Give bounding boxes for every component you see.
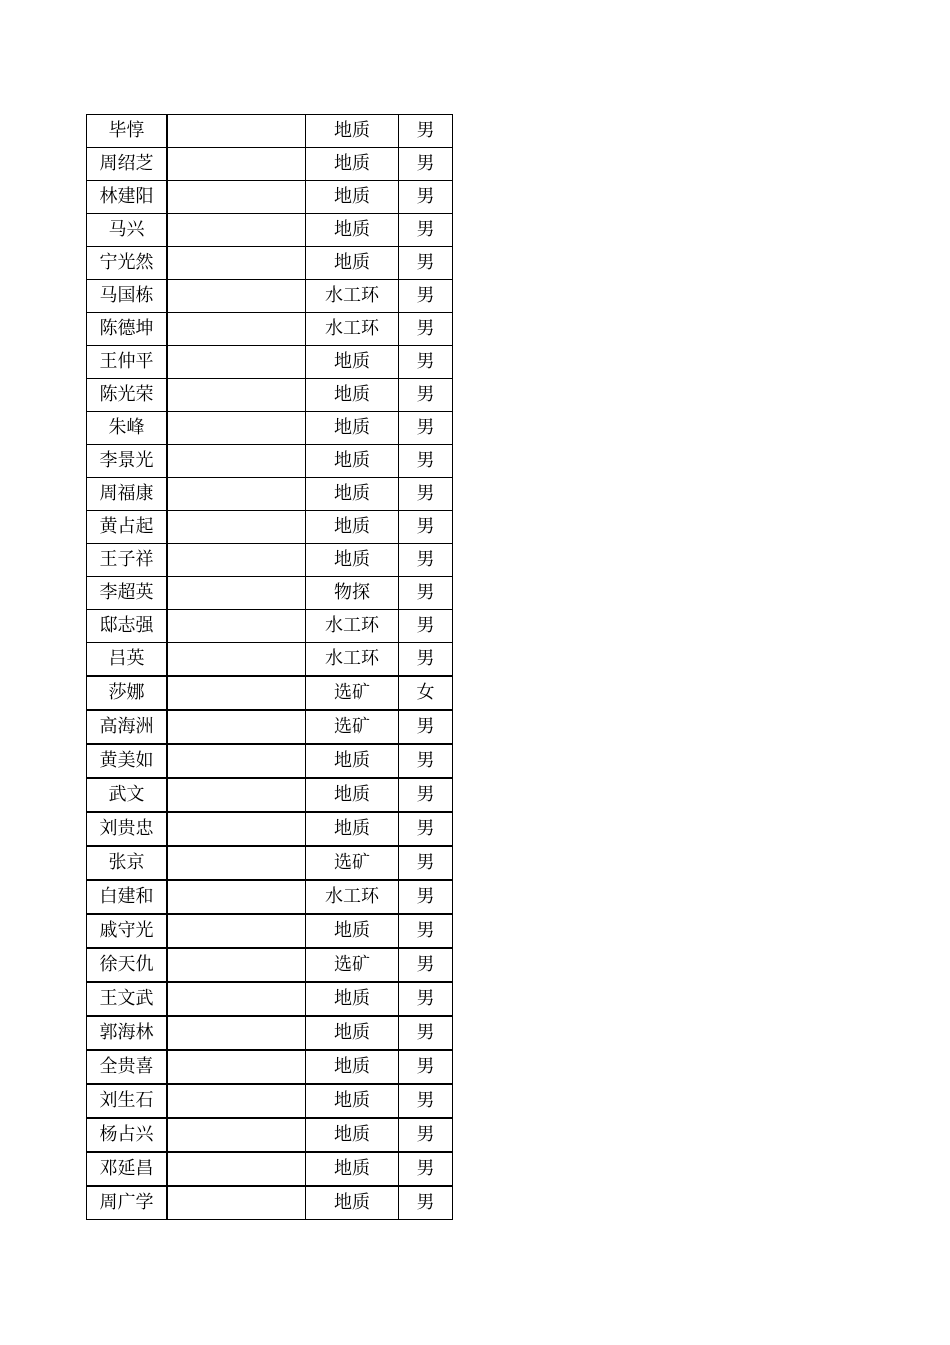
name-cell: 周广学 — [87, 1186, 168, 1220]
gender-cell: 男 — [399, 280, 453, 313]
major-cell: 地质 — [306, 346, 399, 379]
gender-cell: 男 — [399, 544, 453, 577]
gender-cell: 男 — [399, 610, 453, 643]
table-row — [87, 247, 453, 280]
blank-cell — [167, 778, 306, 812]
major-cell: 水工环 — [306, 880, 399, 914]
gender-cell: 男 — [399, 846, 453, 880]
table-row — [87, 982, 453, 1016]
table-row — [87, 577, 453, 610]
gender-cell: 男 — [399, 346, 453, 379]
table-row — [87, 643, 453, 677]
name-cell: 李超英 — [87, 577, 168, 610]
blank-cell — [167, 643, 306, 677]
name-cell: 黄占起 — [87, 511, 168, 544]
major-cell: 地质 — [306, 181, 399, 214]
blank-cell — [167, 247, 306, 280]
major-cell: 水工环 — [306, 643, 399, 677]
blank-cell — [167, 313, 306, 346]
name-cell: 全贵喜 — [87, 1050, 168, 1084]
major-cell: 选矿 — [306, 710, 399, 744]
name-cell: 邸志强 — [87, 610, 168, 643]
blank-cell — [167, 214, 306, 247]
blank-cell — [167, 445, 306, 478]
major-cell: 地质 — [306, 412, 399, 445]
table-row — [87, 445, 453, 478]
gender-cell: 男 — [399, 1084, 453, 1118]
roster-table — [86, 114, 453, 1220]
table-row — [87, 478, 453, 511]
roster-table-body — [87, 115, 453, 1220]
table-row — [87, 914, 453, 948]
table-row — [87, 181, 453, 214]
name-cell: 王仲平 — [87, 346, 168, 379]
table-row — [87, 676, 453, 710]
gender-cell: 男 — [399, 181, 453, 214]
name-cell: 黄美如 — [87, 744, 168, 778]
gender-cell: 男 — [399, 948, 453, 982]
major-cell: 地质 — [306, 148, 399, 181]
table-row — [87, 610, 453, 643]
major-cell: 地质 — [306, 544, 399, 577]
name-cell: 王文武 — [87, 982, 168, 1016]
name-cell: 宁光然 — [87, 247, 168, 280]
major-cell: 地质 — [306, 445, 399, 478]
major-cell: 地质 — [306, 812, 399, 846]
gender-cell: 男 — [399, 1186, 453, 1220]
major-cell: 地质 — [306, 1016, 399, 1050]
gender-cell: 男 — [399, 577, 453, 610]
gender-cell: 男 — [399, 1118, 453, 1152]
gender-cell: 男 — [399, 778, 453, 812]
table-row — [87, 1050, 453, 1084]
name-cell: 杨占兴 — [87, 1118, 168, 1152]
major-cell: 地质 — [306, 744, 399, 778]
gender-cell: 男 — [399, 115, 453, 148]
major-cell: 地质 — [306, 478, 399, 511]
major-cell: 水工环 — [306, 280, 399, 313]
major-cell: 选矿 — [306, 676, 399, 710]
gender-cell: 男 — [399, 643, 453, 677]
table-row — [87, 412, 453, 445]
major-cell: 地质 — [306, 247, 399, 280]
blank-cell — [167, 115, 306, 148]
major-cell: 地质 — [306, 379, 399, 412]
name-cell: 陈光荣 — [87, 379, 168, 412]
name-cell: 朱峰 — [87, 412, 168, 445]
name-cell: 戚守光 — [87, 914, 168, 948]
gender-cell: 男 — [399, 412, 453, 445]
blank-cell — [167, 478, 306, 511]
major-cell: 地质 — [306, 1050, 399, 1084]
table-row — [87, 812, 453, 846]
blank-cell — [167, 914, 306, 948]
table-row — [87, 214, 453, 247]
name-cell: 王子祥 — [87, 544, 168, 577]
table-row — [87, 511, 453, 544]
gender-cell: 男 — [399, 1050, 453, 1084]
gender-cell: 男 — [399, 148, 453, 181]
name-cell: 马国栋 — [87, 280, 168, 313]
major-cell: 地质 — [306, 982, 399, 1016]
name-cell: 白建和 — [87, 880, 168, 914]
table-row — [87, 1016, 453, 1050]
blank-cell — [167, 1016, 306, 1050]
name-cell: 刘贵忠 — [87, 812, 168, 846]
gender-cell: 男 — [399, 247, 453, 280]
table-row — [87, 280, 453, 313]
gender-cell: 男 — [399, 1016, 453, 1050]
table-row — [87, 1118, 453, 1152]
table-row — [87, 115, 453, 148]
name-cell: 张京 — [87, 846, 168, 880]
major-cell: 地质 — [306, 914, 399, 948]
name-cell: 郭海林 — [87, 1016, 168, 1050]
gender-cell: 男 — [399, 880, 453, 914]
table-row — [87, 710, 453, 744]
table-row — [87, 346, 453, 379]
major-cell: 选矿 — [306, 948, 399, 982]
table-row — [87, 1084, 453, 1118]
table-row — [87, 379, 453, 412]
table-row — [87, 744, 453, 778]
gender-cell: 男 — [399, 445, 453, 478]
name-cell: 刘生石 — [87, 1084, 168, 1118]
name-cell: 周绍芝 — [87, 148, 168, 181]
gender-cell: 男 — [399, 478, 453, 511]
blank-cell — [167, 280, 306, 313]
name-cell: 吕英 — [87, 643, 168, 677]
table-row — [87, 880, 453, 914]
blank-cell — [167, 511, 306, 544]
gender-cell: 男 — [399, 313, 453, 346]
name-cell: 邓延昌 — [87, 1152, 168, 1186]
gender-cell: 男 — [399, 214, 453, 247]
major-cell: 地质 — [306, 214, 399, 247]
table-row — [87, 544, 453, 577]
name-cell: 李景光 — [87, 445, 168, 478]
gender-cell: 男 — [399, 1152, 453, 1186]
name-cell: 林建阳 — [87, 181, 168, 214]
blank-cell — [167, 676, 306, 710]
blank-cell — [167, 812, 306, 846]
name-cell: 毕惇 — [87, 115, 168, 148]
blank-cell — [167, 379, 306, 412]
name-cell: 周福康 — [87, 478, 168, 511]
gender-cell: 女 — [399, 676, 453, 710]
gender-cell: 男 — [399, 710, 453, 744]
blank-cell — [167, 948, 306, 982]
gender-cell: 男 — [399, 982, 453, 1016]
gender-cell: 男 — [399, 914, 453, 948]
table-row — [87, 948, 453, 982]
blank-cell — [167, 1186, 306, 1220]
name-cell: 马兴 — [87, 214, 168, 247]
gender-cell: 男 — [399, 511, 453, 544]
major-cell: 地质 — [306, 115, 399, 148]
blank-cell — [167, 577, 306, 610]
blank-cell — [167, 412, 306, 445]
major-cell: 水工环 — [306, 313, 399, 346]
gender-cell: 男 — [399, 744, 453, 778]
blank-cell — [167, 1118, 306, 1152]
blank-cell — [167, 1050, 306, 1084]
blank-cell — [167, 346, 306, 379]
blank-cell — [167, 148, 306, 181]
name-cell: 高海洲 — [87, 710, 168, 744]
name-cell: 武文 — [87, 778, 168, 812]
gender-cell: 男 — [399, 379, 453, 412]
table-row — [87, 778, 453, 812]
table-row — [87, 846, 453, 880]
blank-cell — [167, 181, 306, 214]
name-cell: 徐天仇 — [87, 948, 168, 982]
table-row — [87, 313, 453, 346]
blank-cell — [167, 846, 306, 880]
major-cell: 水工环 — [306, 610, 399, 643]
blank-cell — [167, 982, 306, 1016]
table-row — [87, 1186, 453, 1220]
major-cell: 地质 — [306, 1152, 399, 1186]
major-cell: 地质 — [306, 511, 399, 544]
gender-cell: 男 — [399, 812, 453, 846]
blank-cell — [167, 880, 306, 914]
name-cell: 莎娜 — [87, 676, 168, 710]
major-cell: 地质 — [306, 1118, 399, 1152]
major-cell: 地质 — [306, 1084, 399, 1118]
blank-cell — [167, 610, 306, 643]
name-cell: 陈德坤 — [87, 313, 168, 346]
table-row — [87, 148, 453, 181]
blank-cell — [167, 1084, 306, 1118]
major-cell: 物探 — [306, 577, 399, 610]
table-row — [87, 1152, 453, 1186]
major-cell: 选矿 — [306, 846, 399, 880]
blank-cell — [167, 544, 306, 577]
blank-cell — [167, 1152, 306, 1186]
major-cell: 地质 — [306, 778, 399, 812]
major-cell: 地质 — [306, 1186, 399, 1220]
blank-cell — [167, 710, 306, 744]
blank-cell — [167, 744, 306, 778]
